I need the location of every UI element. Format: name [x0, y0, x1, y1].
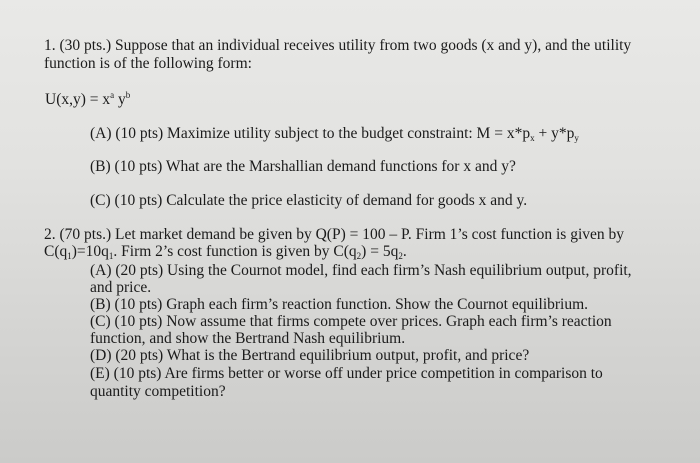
q2-sub-2: 1 — [108, 251, 114, 261]
utility-exponent-a: a — [110, 90, 115, 100]
question-2-part-e-line-2: quantity competition? — [90, 383, 226, 400]
question-2-part-e-line-1: (E) (10 pts) Are firms better or worse off under price competition in comparison to — [90, 365, 603, 382]
q2-line2-c: . Firm 2’s cost function is given by C(q — [113, 243, 357, 260]
part-a-mid: + y*p — [534, 125, 575, 142]
part-a-sub-y: y — [574, 133, 579, 143]
utility-formula-main: U(x,y) = x — [45, 91, 111, 108]
question-1-line-2: function is of the following form: — [44, 55, 252, 72]
question-2-part-c-line-2: function, and show the Bertrand Nash equilibrium. — [90, 330, 406, 347]
q2-line2-d: ) = 5q — [361, 243, 399, 260]
question-1-part-a — [90, 125, 579, 142]
part-a-sub-x: x — [530, 133, 535, 143]
question-2-part-d: (D) (20 pts) What is the Bertrand equilibrium output, profit, and price? — [90, 347, 530, 364]
utility-formula — [45, 91, 130, 108]
question-2-part-a-line-1: (A) (20 pts) Using the Cournot model, find each firm’s Nash equilibrium output, profit, — [90, 262, 632, 279]
q2-line2-a: C(q — [44, 243, 68, 260]
utility-formula-mid: y — [114, 91, 126, 108]
question-2-part-a-line-2: and price. — [90, 279, 152, 296]
question-2-line-2 — [44, 243, 407, 260]
q2-line2-b: )=10q — [71, 243, 109, 260]
question-2-part-c-line-1: (C) (10 pts) Now assume that firms compete over prices. Graph each firm’s reaction — [90, 313, 612, 330]
q2-sub-3: 2 — [356, 251, 362, 261]
question-1-line-1: 1. (30 pts.) Suppose that an individual receives utility from two goods (x and y), and the utility — [44, 37, 632, 54]
part-a-text: (A) (10 pts) Maximize utility subject to the budget constraint: M = x*p — [90, 125, 531, 142]
question-2-part-b: (B) (10 pts) Graph each firm’s reaction function. Show the Cournot equilibrium. — [90, 296, 589, 313]
question-1-part-b: (B) (10 pts) What are the Marshallian demand functions for x and y? — [90, 158, 516, 175]
q2-sub-1: 1 — [67, 251, 72, 261]
q2-sub-4: 2 — [398, 251, 403, 261]
q2-line2-e: . — [402, 243, 407, 260]
utility-exponent-b: b — [125, 90, 131, 100]
question-1-part-c: (C) (10 pts) Calculate the price elasticity of demand for goods x and y. — [90, 192, 528, 209]
question-2-line-1: 2. (70 pts.) Let market demand be given by Q(P) = 100 – P. Firm 1’s cost function is given by — [44, 226, 625, 243]
